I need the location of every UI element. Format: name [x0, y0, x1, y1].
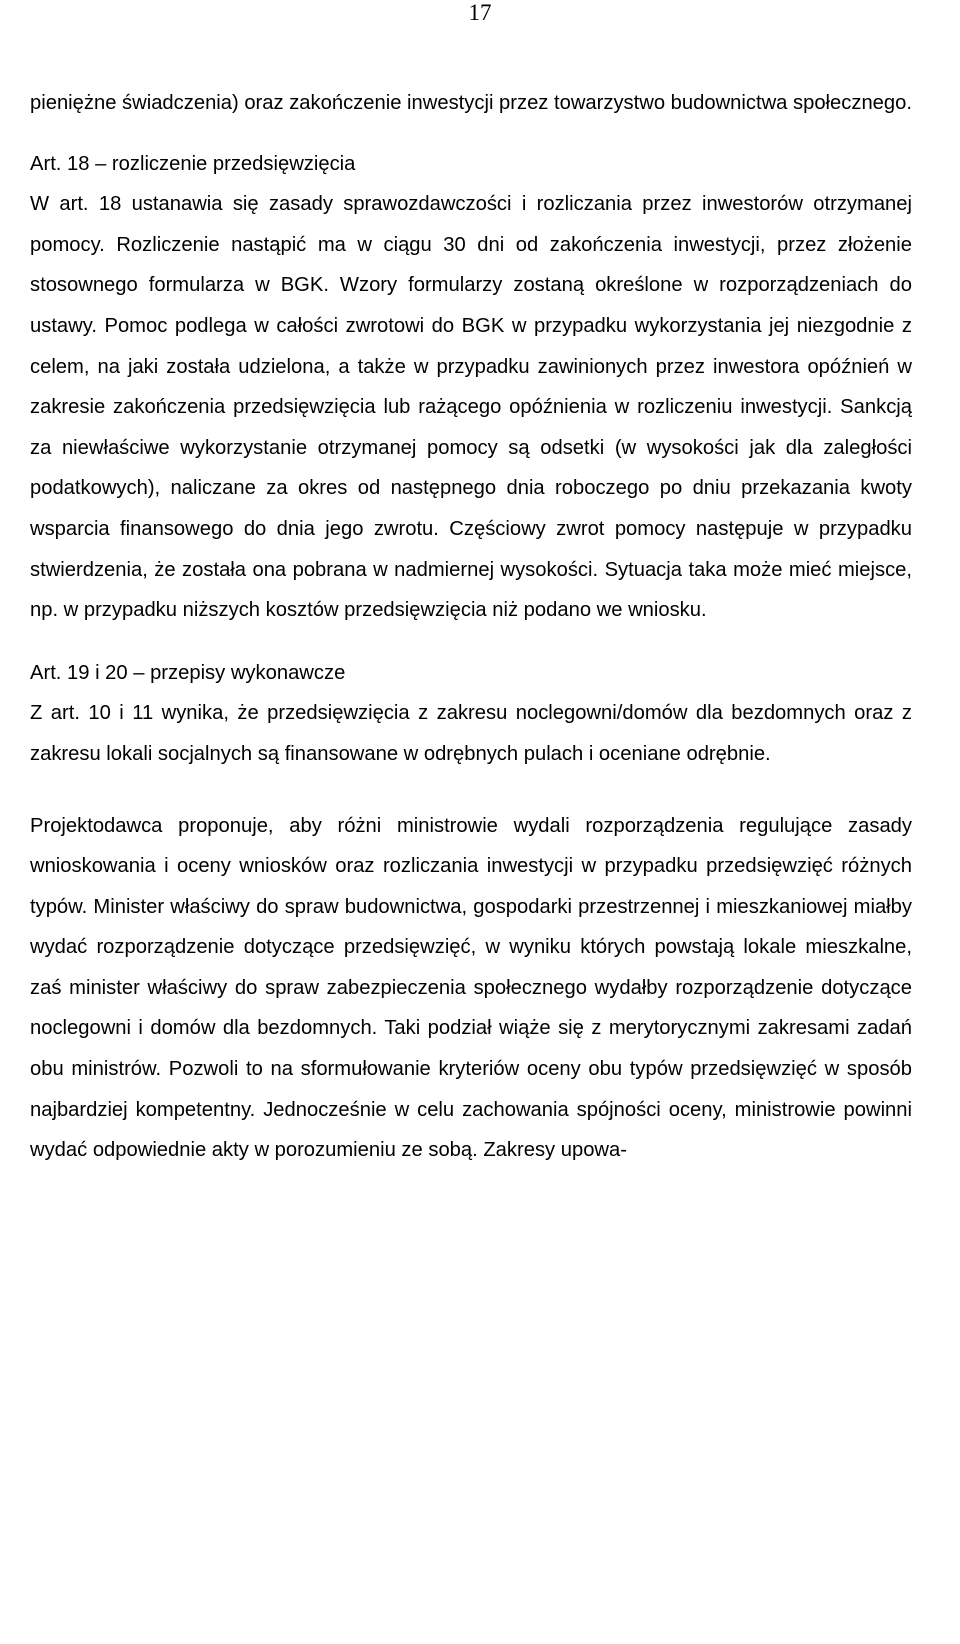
- section-heading-art-18: Art. 18 – rozliczenie przedsięwzięcia: [30, 152, 356, 175]
- document-body: [30, 83, 912, 1171]
- paragraph-continuation: pieniężne świadczenia) oraz zakończenie inwestycji przez towarzystwo budownictwa społecznego.: [30, 92, 912, 114]
- paragraph-art-10-11: Z art. 10 i 11 wynika, że przedsięwzięcia z zakresu noclegowni/domów dla bezdomnych oraz z zakresu lokali socjalnych są finansowane w odrębnych pulach i oceniane odrębnie.: [30, 702, 912, 765]
- paragraph-regulations: Projektodawca proponuje, aby różni ministrowie wydali rozporządzenia regulujące zasady wnioskowania i oceny wniosków oraz rozliczania inwestycji w przypadku przedsięwzięć różnych typów. Minister właściwy do spraw budownictwa, gospodarki przestrzennej i mieszkaniowej miałby wydać rozporządzenie dotyczące przedsięwzięć, w wyniku których powstają lokale mieszkalne, zaś minister właściwy do spraw zabezpieczenia społecznego wydałby rozporządzenie dotyczące noclegowni i domów dla bezdomnych. Taki podział wiąże się z merytorycznymi zakresami zadań obu ministrów. Pozwoli to na sformułowanie kryteriów oceny obu typów przedsięwzięć w sposób najbardziej kompetentny. Jednocześnie w celu zachowania spójności oceny, ministrowie powinni wydać odpowiednie akty w porozumieniu ze sobą. Zakresy upowa-: [30, 814, 912, 1162]
- page-number: 17: [468, 0, 492, 25]
- paragraph-art-18: W art. 18 ustanawia się zasady sprawozdawczości i rozliczania przez inwestorów otrzymanej pomocy. Rozliczenie nastąpić ma w ciągu 30 dni od zakończenia inwestycji, przez złożenie stosownego formularza w BGK. Wzory formularzy zostaną określone w rozporządzeniach do ustawy. Pomoc podlega w całości zwrotowi do BGK w przypadku wykorzystania jej niezgodnie z celem, na jaki została udzielona, a także w przypadku zawinionych przez inwestora opóźnień w zakresie zakończenia przedsięwzięcia lub rażącego opóźnienia w rozliczeniu inwestycji. Sankcją za niewłaściwe wykorzystanie otrzymanej pomocy są odsetki (w wysokości jak dla zaległości podatkowych), naliczane za okres od następnego dnia roboczego po dniu przekazania kwoty wsparcia finansowego do dnia jego zwrotu. Częściowy zwrot pomocy następuje w przypadku stwierdzenia, że została ona pobrana w nadmiernej wysokości. Sytuacja taka może mieć miejsce, np. w przypadku niższych kosztów przedsięwzięcia niż podano we wniosku.: [30, 193, 912, 622]
- section-heading-art-19-20: Art. 19 i 20 – przepisy wykonawcze: [30, 661, 346, 684]
